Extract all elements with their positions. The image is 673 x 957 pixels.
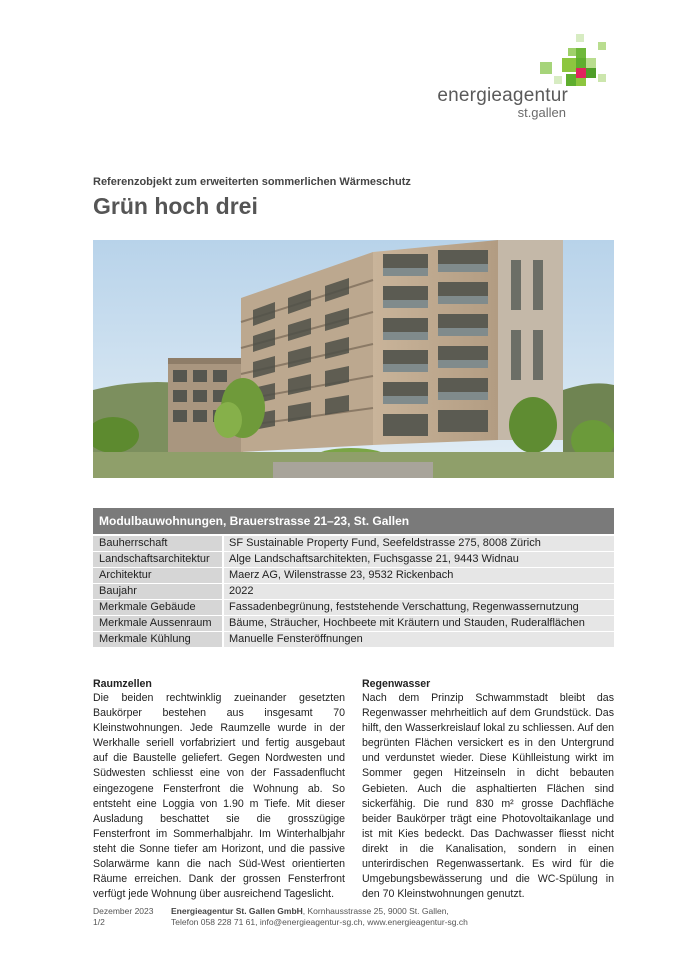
- row-value: Fassadenbegrünung, feststehende Verschattung, Regenwassernutzung: [224, 600, 614, 615]
- section-raumzellen: [93, 677, 345, 902]
- row-label: Bauherrschaft: [93, 536, 222, 551]
- row-label: Baujahr: [93, 584, 222, 599]
- footer-contact: Telefon 058 228 71 61, info@energieagentur-sg.ch, www.energieagentur-sg.ch: [171, 917, 468, 927]
- row-label: Merkmale Gebäude: [93, 600, 222, 615]
- document-title: Grün hoch drei: [93, 193, 258, 219]
- table-row: [93, 568, 614, 583]
- row-value: Alge Landschaftsarchitekten, Fuchsgasse 21, 9443 Widnau: [224, 552, 614, 567]
- row-value: Maerz AG, Wilenstrasse 23, 9532 Rickenbach: [224, 568, 614, 583]
- row-label: Architektur: [93, 568, 222, 583]
- footer-date-block: [93, 906, 153, 928]
- row-value: SF Sustainable Property Fund, Seefeldstrasse 275, 8008 Zürich: [224, 536, 614, 551]
- footer-contact-block: [171, 906, 468, 928]
- footer-page: 1/2: [93, 917, 105, 927]
- row-value: Manuelle Fensteröffnungen: [224, 632, 614, 647]
- logo-sub: st.gallen: [517, 105, 566, 120]
- table-row: [93, 584, 614, 599]
- table-row: [93, 632, 614, 647]
- row-label: Merkmale Kühlung: [93, 632, 222, 647]
- section-body: Nach dem Prinzip Schwammstadt bleibt das Regenwasser mehrheitlich auf dem Grundstück. Das hilft, den Wasserkreislauf lokal zu schliessen. Auf den begrünten Flächen versickert es in den Untergrund und verdunstet wieder. Diese Kühlleistung wirkt im Sommer gegen Hitzeinseln in dicht bebauten Gebieten. Auch die asphaltierten Flächen sind sickerfähig. Die rund 830 m² grosse Dachfläche beider Baukörper trägt eine Photovoltaikanlage und ist mit Kies bedeckt. Das Dachwasser fliesst nicht direkt in die Kanalisation, sondern in einen unterirdischen Regenwassertank. Es wird für die Umgebungsbewässerung und die WC-Spülung in den 70 Kleinstwohnungen genutzt.: [362, 692, 614, 901]
- table-row: [93, 536, 614, 551]
- table-heading: Modulbauwohnungen, Brauerstrasse 21–23, St. Gallen: [93, 508, 614, 534]
- row-label: Landschaftsarchitektur: [93, 552, 222, 567]
- document-subtitle: Referenzobjekt zum erweiterten sommerlichen Wärmeschutz: [93, 176, 411, 188]
- table-row: [93, 600, 614, 615]
- section-body: Die beiden rechtwinklig zueinander gesetzten Baukörper bestehen aus insgesamt 70 Kleinstwohnungen. Jede Raumzelle wurde in der Werkhalle seriell vorfabriziert und fertig ausgebaut auf die Baustelle geliefert. Gegen Nordwesten und Südwesten schliesst eine von der Fassadenflucht eingezogene Fensterfront die Wohnung ab. So entsteht eine Loggia von 1.90 m Tiefe. Mit dieser Ausladung beschattet sie die grosszügige Fensterfront im Sommerhalbjahr. Im Winterhalbjahr steht die Sonne tiefer am Horizont, und die passive Solarwärme kann die nach Süd-West orientierten Räume erreichen. Dank der grossen Fensterfront verfügt jede Wohnung über ausreichend Tageslicht.: [93, 692, 345, 901]
- section-heading: Regenwasser: [362, 678, 431, 690]
- section-regenwasser: [362, 677, 614, 902]
- project-info-table: [93, 508, 614, 648]
- footer-address: , Kornhausstrasse 25, 9000 St. Gallen,: [302, 906, 449, 916]
- footer-org: Energieagentur St. Gallen GmbH: [171, 906, 303, 916]
- section-heading: Raumzellen: [93, 678, 152, 690]
- table-row: [93, 616, 614, 631]
- row-label: Merkmale Aussenraum: [93, 616, 222, 631]
- logo: [422, 86, 568, 120]
- building-photo: [93, 240, 614, 478]
- table-row: [93, 552, 614, 567]
- row-value: Bäume, Sträucher, Hochbeete mit Kräutern und Stauden, Ruderalflächen: [224, 616, 614, 631]
- row-value: 2022: [224, 584, 614, 599]
- footer-date: Dezember 2023: [93, 906, 154, 916]
- logo-name: energieagentur: [437, 85, 568, 106]
